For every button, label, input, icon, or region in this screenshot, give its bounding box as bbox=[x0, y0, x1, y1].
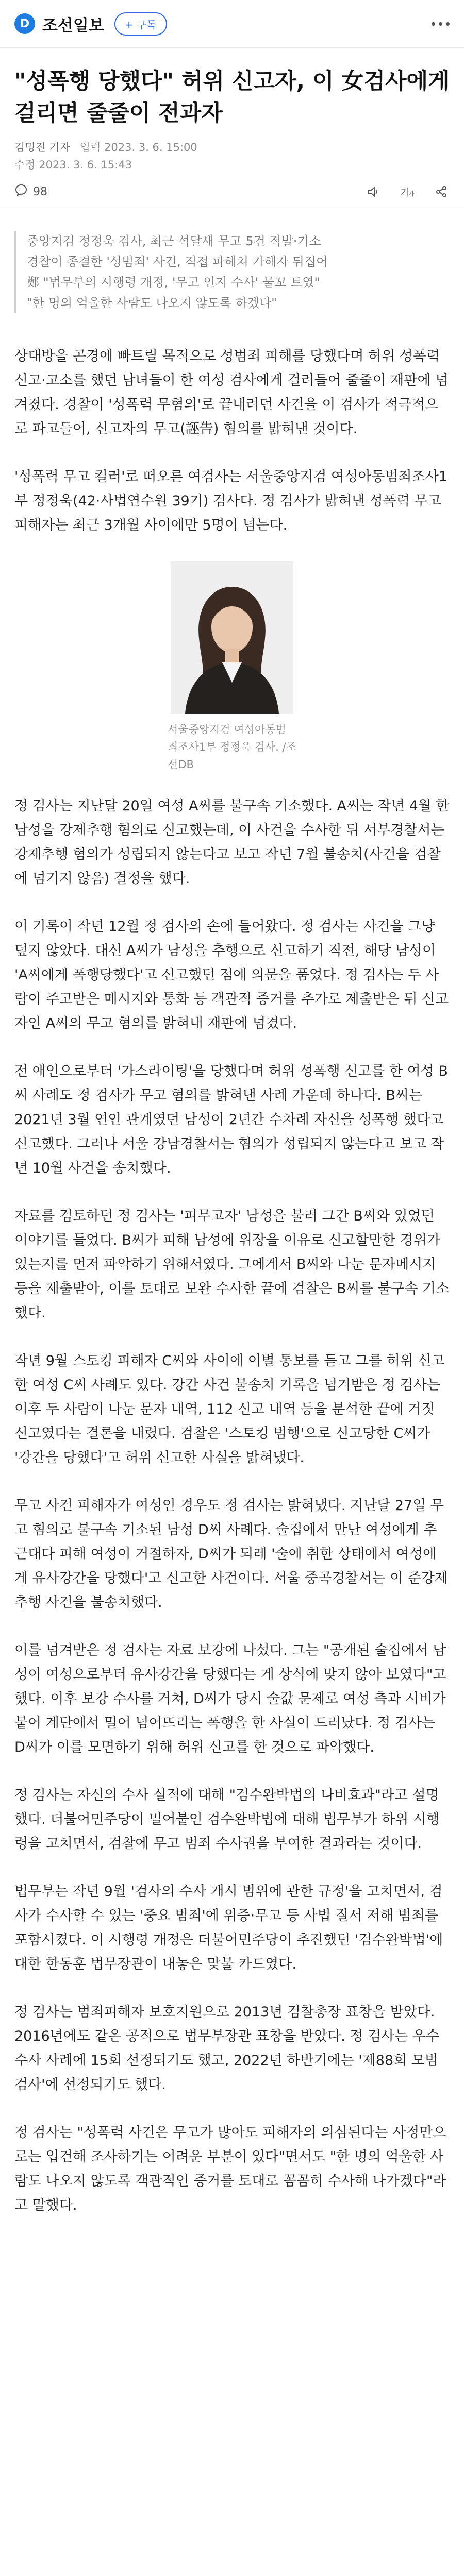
article-body bbox=[0, 344, 464, 2217]
paragraph: 정 검사는 "성폭력 사건은 무고가 많아도 피해자의 의심된다는 사정만으로는 입건해 조사하기는 어려운 부분이 있다"면서도 "한 명의 억울한 사람도 나오지 않도록 객관적인 증거를 토대로 꼼꼼히 수사해 나가겠다"라고 말했다. bbox=[14, 2125, 446, 2213]
article-photo bbox=[14, 561, 450, 773]
paragraph: 상대방을 곤경에 빠트릴 목적으로 성범죄 피해를 당했다며 허위 성폭력 신고·고소를 했던 남녀들이 한 여성 검사에게 걸려들어 줄줄이 재판에 넘겨졌다. 경찰이 '성폭력 무혐의'로 끝내려던 사건을 이 검사가 적극적으로 파고들어, 신고자의 무고(誣告) 혐의를 밝혀낸 것이다. bbox=[14, 348, 449, 437]
article-toolbar bbox=[0, 174, 464, 210]
paragraph: 정 검사는 자신의 수사 실적에 대해 "검수완박법의 나비효과"라고 설명했다. 더불어민주당이 밀어붙인 검수완박법에 대해 법무부가 하위 시행령을 고치면서, 검찰에 무고 범죄 수사권을 부여한 결과라는 것이다. bbox=[14, 1787, 440, 1852]
paragraph: 무고 사건 피해자가 여성인 경우도 정 검사는 밝혀냈다. 지난달 27일 무고 혐의로 불구속 기소된 남성 D씨 사례다. 술집에서 만난 여성에게 추근대다 피해 여성이 거절하자, D씨가 되레 '술에 취한 상태에서 여성에게 유사강간을 당했다'고 신고한 사건이다. 서울 중곡경찰서는 이 준강제추행 사건을 불송치했다. bbox=[14, 1498, 449, 1611]
summary-line: 경찰이 종결한 '성범죄' 사건, 직접 파헤쳐 가해자 뒤집어 bbox=[27, 255, 328, 269]
text-size-icon[interactable] bbox=[399, 183, 416, 200]
paragraph: 이를 넘겨받은 정 검사는 자료 보강에 나섰다. 그는 "공개된 술집에서 남성이 여성으로부터 유사강간을 당했다는 게 상식에 맞지 않아 보였다"고 했다. 이후 보강 수사를 거쳐, D씨가 당시 술값 문제로 여성 측과 시비가 붙어 계단에서 밀어 넘어뜨리는 폭행을 한 사실이 드러났다. 정 검사는 D씨가 이를 모면하기 위해 허위 신고를 한 것으로 파악했다. bbox=[14, 1642, 446, 1755]
summary-line: "한 명의 억울한 사람도 나오지 않도록 하겠다" bbox=[27, 296, 277, 310]
share-icon[interactable] bbox=[433, 183, 450, 200]
daum-logo-icon: D bbox=[14, 13, 35, 34]
media-logo[interactable] bbox=[14, 12, 104, 36]
svg-text:가: 가 bbox=[408, 190, 415, 197]
article-title: "성폭행 당했다" 허위 신고자, 이 女검사에게 걸리면 줄줄이 전과자 bbox=[14, 69, 450, 126]
reporter-name[interactable]: 김명진 기자 bbox=[14, 141, 71, 154]
article-summary bbox=[14, 231, 450, 313]
summary-line: 鄭 "법무부의 시행령 개정, '무고 인지 수사' 물꼬 트였" bbox=[27, 275, 320, 290]
prosecutor-photo[interactable] bbox=[171, 561, 293, 714]
summary-line: 중앙지검 정정욱 검사, 최근 석달새 무고 5건 적발·기소 bbox=[27, 234, 321, 248]
brand-name: 조선일보 bbox=[42, 16, 104, 35]
edit-time: 수정 2023. 3. 6. 15:43 bbox=[14, 159, 132, 171]
paragraph: 이 기록이 작년 12월 정 검사의 손에 들어왔다. 정 검사는 사건을 그냥 덮지 않았다. 대신 A씨가 남성을 추행으로 신고하기 직전, 해당 남성이 'A씨에게 폭행당했다'고 신고했던 점에 의문을 품었다. 정 검사는 두 사람이 주고받은 메시지와 통화 등 객관적 증거를 추가로 제출받은 뒤 신고자인 A씨의 무고 혐의를 밝혀내 재판에 넘겼다. bbox=[14, 919, 449, 1031]
paragraph: 정 검사는 범죄피해자 보호지원으로 2013년 검찰총장 표창을 받았다. 2016년에도 같은 공적으로 법무부장관 표창을 받았다. 정 검사는 우수 수사 사례에 15회 선정되기도 했고, 2022년 하반기에는 '제88회 모범 검사'에 선정되기도 했다. bbox=[14, 2004, 440, 2093]
paragraph: 법무부는 작년 9월 '검사의 수사 개시 범위에 관한 규정'을 고치면서, 검사가 수사할 수 있는 '중요 범죄'에 위증·무고 등 사법 질서 저해 범죄를 포함시켰다. 이 시행령 개정은 더불어민주당이 추진했던 '검수완박법'에 대한 한동훈 법무장관이 내놓은 맞불 카드였다. bbox=[14, 1884, 443, 1972]
paragraph: '성폭력 무고 킬러'로 떠오른 여검사는 서울중앙지검 여성아동범죄조사1부 정정욱(42·사법연수원 39기) 검사다. 정 검사가 밝혀낸 성폭력 무고 피해자는 최근 3개월 사이에만 5명이 넘는다. bbox=[14, 469, 448, 533]
paragraph: 작년 9월 스토킹 피해자 C씨와 사이에 이별 통보를 듣고 그를 허위 신고한 여성 C씨 사례도 있다. 강간 사건 불송치 기록을 넘겨받은 정 검사는 이후 두 사람이 나눈 문자 내역, 112 신고 내역 등을 분석한 끝에 거짓 신고였다는 결론을 내렸다. 검찰은 '스토킹 범행'으로 신고당한 C씨가 '강간을 당했다'고 허위 신고한 사실을 밝혀냈다. bbox=[14, 1353, 445, 1466]
top-bar bbox=[0, 0, 464, 48]
paragraph: 자료를 검토하던 정 검사는 '피무고자' 남성을 불러 그간 B씨와 있었던 이야기를 들었다. B씨가 피해 남성에 위장을 이유로 신고할만한 경위가 있는지를 먼저 파악하기 위해서였다. 그에게서 B씨와 나눈 문자메시지 등을 제출받아, 이를 토대로 보완 수사한 끝에 검찰은 B씨를 불구속 기소했다. bbox=[14, 1208, 450, 1321]
input-time: 입력 2023. 3. 6. 15:00 bbox=[79, 141, 197, 154]
article-meta bbox=[0, 139, 464, 174]
svg-text:가: 가 bbox=[401, 188, 410, 198]
comment-icon bbox=[14, 183, 28, 200]
subscribe-button[interactable]: + 구독 bbox=[114, 12, 167, 36]
photo-caption: 서울중앙지검 여성아동범죄조사1부 정정욱 검사. /조선DB bbox=[168, 723, 296, 771]
paragraph: 전 애인으로부터 '가스라이팅'을 당했다며 허위 성폭행 신고를 한 여성 B씨 사례도 정 검사가 무고 혐의를 밝혀낸 사례 가운데 하나다. B씨는 2021년 3월 연인 관계였던 남성이 2년간 수차례 자신을 성폭행 했다고 신고했다. 그러나 서울 강남경찰서는 혐의가 성립되지 않는다고 보고 작년 10월 사건을 송치했다. bbox=[14, 1063, 448, 1176]
paragraph: 정 검사는 지난달 20일 여성 A씨를 불구속 기소했다. A씨는 작년 4월 한 남성을 강제추행 혐의로 신고했는데, 이 사건을 수사한 뒤 서부경찰서는 강제추행 혐의가 성립되지 않는다고 보고 작년 7월 불송치(사건을 검찰에 넘기지 않음) 결정을 했다. bbox=[14, 798, 450, 887]
article-actions bbox=[365, 183, 450, 200]
audio-icon[interactable] bbox=[365, 183, 382, 200]
more-menu-icon[interactable] bbox=[432, 22, 450, 26]
comment-count: 98 bbox=[33, 185, 47, 198]
comment-button[interactable] bbox=[14, 183, 47, 200]
